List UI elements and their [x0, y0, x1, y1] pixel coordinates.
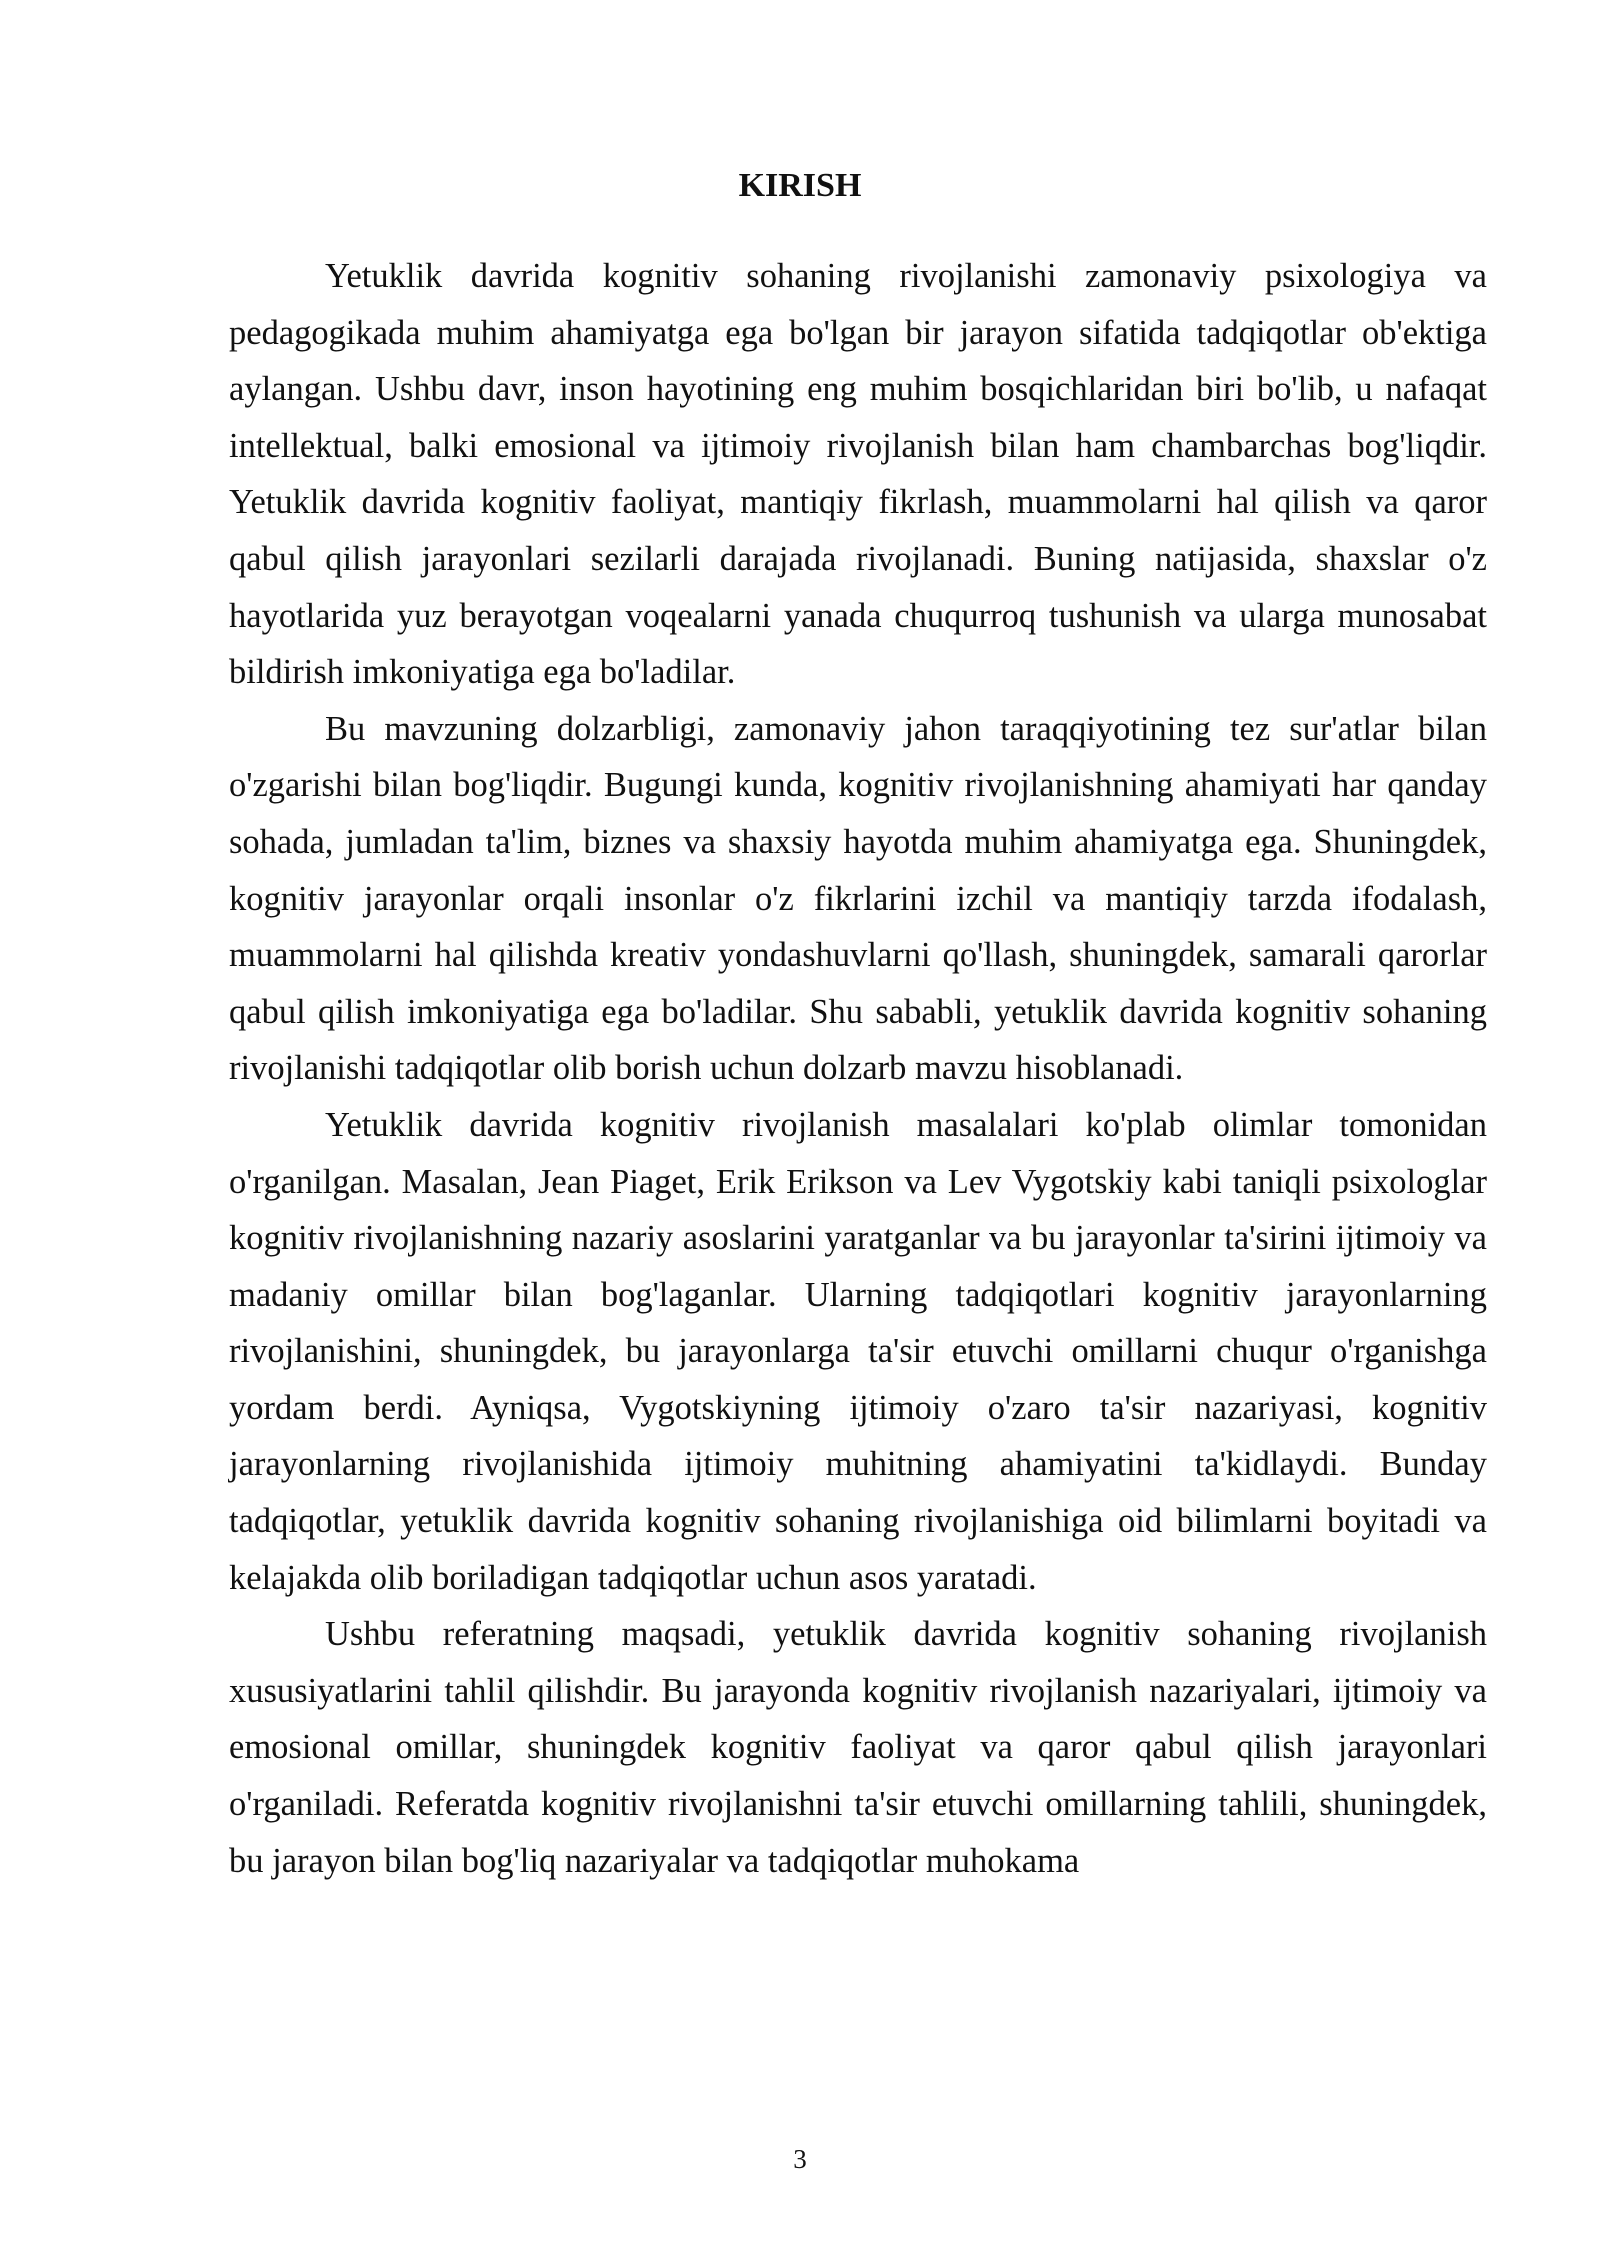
- paragraph-2: Bu mavzuning dolzarbligi, zamonaviy jahon taraqqiyotining tez sur'atlar bilan o'zgarishi bilan bog'liqdir. Bugungi kunda, kognitiv rivojlanishning ahamiyati har qanday sohada, jumladan ta'lim, biznes va shaxsiy hayotda muhim ahamiyatga ega. Shuningdek, kognitiv jarayonlar orqali insonlar o'z fikrlarini izchil va mantiqiy tarzda ifodalash, muammolarni hal qilishda kreativ yondashuvlarni qo'llash, shuningdek, samarali qarorlar qabul qilish imkoniyatiga ega bo'ladilar. Shu sababli, yetuklik davrida kognitiv sohaning rivojlanishi tadqiqotlar olib borish uchun dolzarb mavzu hisoblanadi.: [229, 709, 1487, 1088]
- page-number: 3: [793, 2144, 807, 2174]
- paragraph-4: Ushbu referatning maqsadi, yetuklik davrida kognitiv sohaning rivojlanish xususiyatlarini tahlil qilishdir. Bu jarayonda kognitiv rivojlanish nazariyalari, ijtimoiy va emosional omillar, shuningdek kognitiv faoliyat va qaror qabul qilish jarayonlari o'rganiladi. Referatda kognitiv rivojlanishni ta'sir etuvchi omillarning tahlili, shuningdek, bu jarayon bilan bog'liq nazariyalar va tadqiqotlar muhokama: [229, 1615, 1487, 1880]
- paragraph-1: Yetuklik davrida kognitiv sohaning rivojlanishi zamonaviy psixologiya va pedagogikada muhim ahamiyatga ega bo'lgan bir jarayon sifatida tadqiqotlar ob'ektiga aylangan. Ushbu davr, inson hayotining eng muhim bosqichlaridan biri bo'lib, u nafaqat intellektual, balki emosional va ijtimoiy rivojlanish bilan ham chambarchas bog'liqdir. Yetuklik davrida kognitiv faoliyat, mantiqiy fikrlash, muammolarni hal qilish va qaror qabul qilish jarayonlari sezilarli darajada rivojlanadi. Buning natijasida, shaxslar o'z hayotlarida yuz berayotgan voqealarni yanada chuqurroq tushunish va ularga munosabat bildirish imkoniyatiga ega bo'ladilar.: [229, 257, 1487, 692]
- body-text: [229, 248, 1487, 1889]
- page-title: KIRISH: [738, 167, 862, 204]
- paragraph-3: Yetuklik davrida kognitiv rivojlanish masalalari ko'plab olimlar tomonidan o'rganilgan. Masalan, Jean Piaget, Erik Erikson va Lev Vygotskiy kabi taniqli psixologlar kognitiv rivojlanishning nazariy asoslarini yaratganlar va bu jarayonlar ta'sirini ijtimoiy va madaniy omillar bilan bog'laganlar. Ularning tadqiqotlari kognitiv jarayonlarning rivojlanishini, shuningdek, bu jarayonlarga ta'sir etuvchi omillarni chuqur o'rganishga yordam berdi. Ayniqsa, Vygotskiyning ijtimoiy o'zaro ta'sir nazariyasi, kognitiv jarayonlarning rivojlanishida ijtimoiy muhitning ahamiyatini ta'kidlaydi. Bunday tadqiqotlar, yetuklik davrida kognitiv sohaning rivojlanishiga oid bilimlarni boyitadi va kelajakda olib boriladigan tadqiqotlar uchun asos yaratadi.: [229, 1105, 1487, 1597]
